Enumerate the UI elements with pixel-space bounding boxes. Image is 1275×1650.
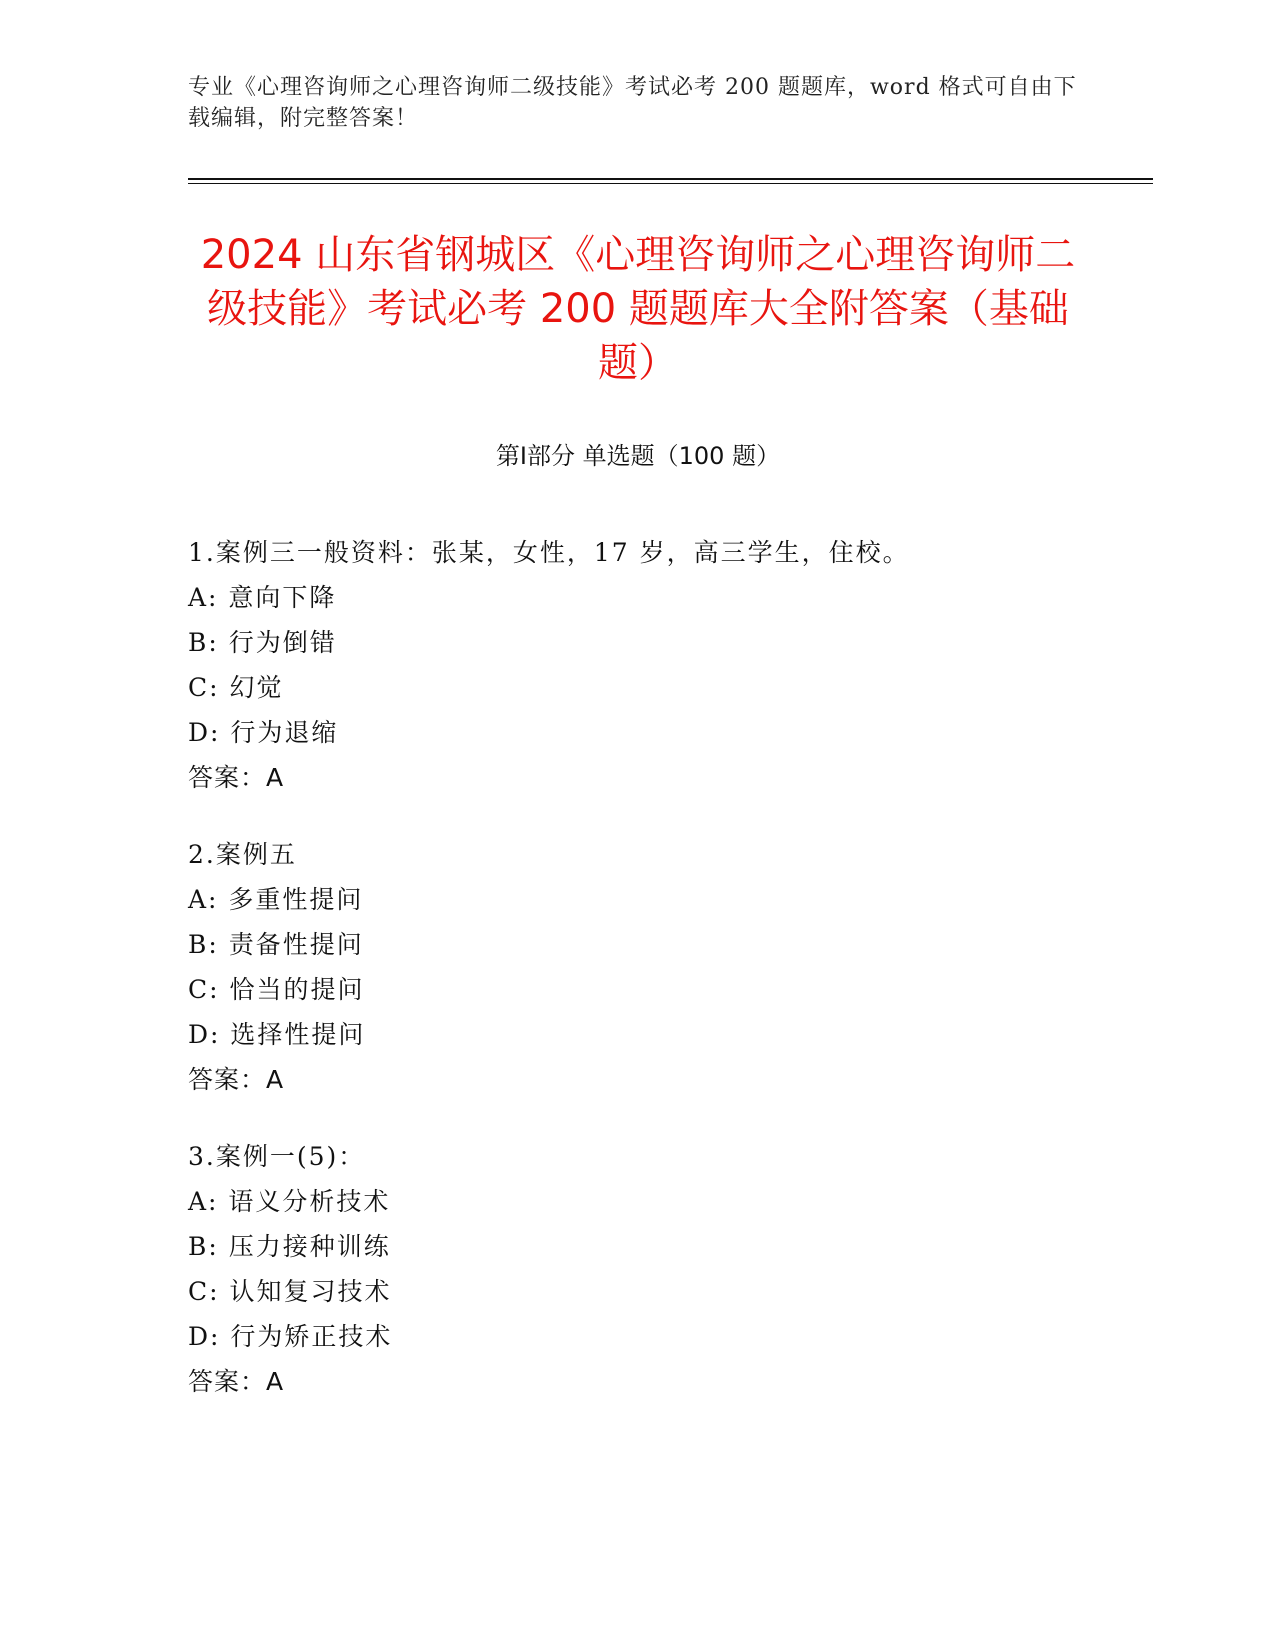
question-list — [188, 530, 1088, 1436]
document-title: 2024 山东省钢城区《心理咨询师之心理咨询师二级技能》考试必考 200 题题库大全附答案（基础题） — [200, 232, 1076, 386]
option-d: D: 行为矫正技术 — [188, 1322, 393, 1351]
option-d: D: 选择性提问 — [188, 1020, 366, 1049]
answer: 答案：A — [188, 1065, 285, 1094]
question-stem: 3.案例一(5)： — [188, 1142, 366, 1171]
question-item — [188, 530, 1088, 800]
option-d: D: 行为退缩 — [188, 718, 339, 747]
section-title: 第Ⅰ部分 单选题（100 题） — [495, 442, 781, 470]
header-divider-thick — [188, 178, 1153, 180]
question-stem: 1.案例三一般资料：张某，女性，17 岁，高三学生，住校。 — [188, 538, 910, 567]
header-divider-thin — [188, 183, 1153, 184]
option-c: C: 幻觉 — [188, 673, 284, 702]
option-c: C: 恰当的提问 — [188, 975, 365, 1004]
option-b: B: 压力接种训练 — [188, 1232, 391, 1261]
header-note: 专业《心理咨询师之心理咨询师二级技能》考试必考 200 题题库，word 格式可自由下载编辑，附完整答案！ — [188, 75, 1077, 131]
option-c: C: 认知复习技术 — [188, 1277, 392, 1306]
question-stem: 2.案例五 — [188, 840, 297, 869]
option-a: A: 意向下降 — [188, 583, 337, 612]
answer: 答案：A — [188, 763, 285, 792]
answer: 答案：A — [188, 1367, 285, 1396]
option-a: A: 语义分析技术 — [188, 1187, 391, 1216]
option-b: B: 责备性提问 — [188, 930, 364, 959]
question-item — [188, 1134, 1088, 1404]
question-item — [188, 832, 1088, 1102]
option-a: A: 多重性提问 — [188, 885, 364, 914]
option-b: B: 行为倒错 — [188, 628, 337, 657]
